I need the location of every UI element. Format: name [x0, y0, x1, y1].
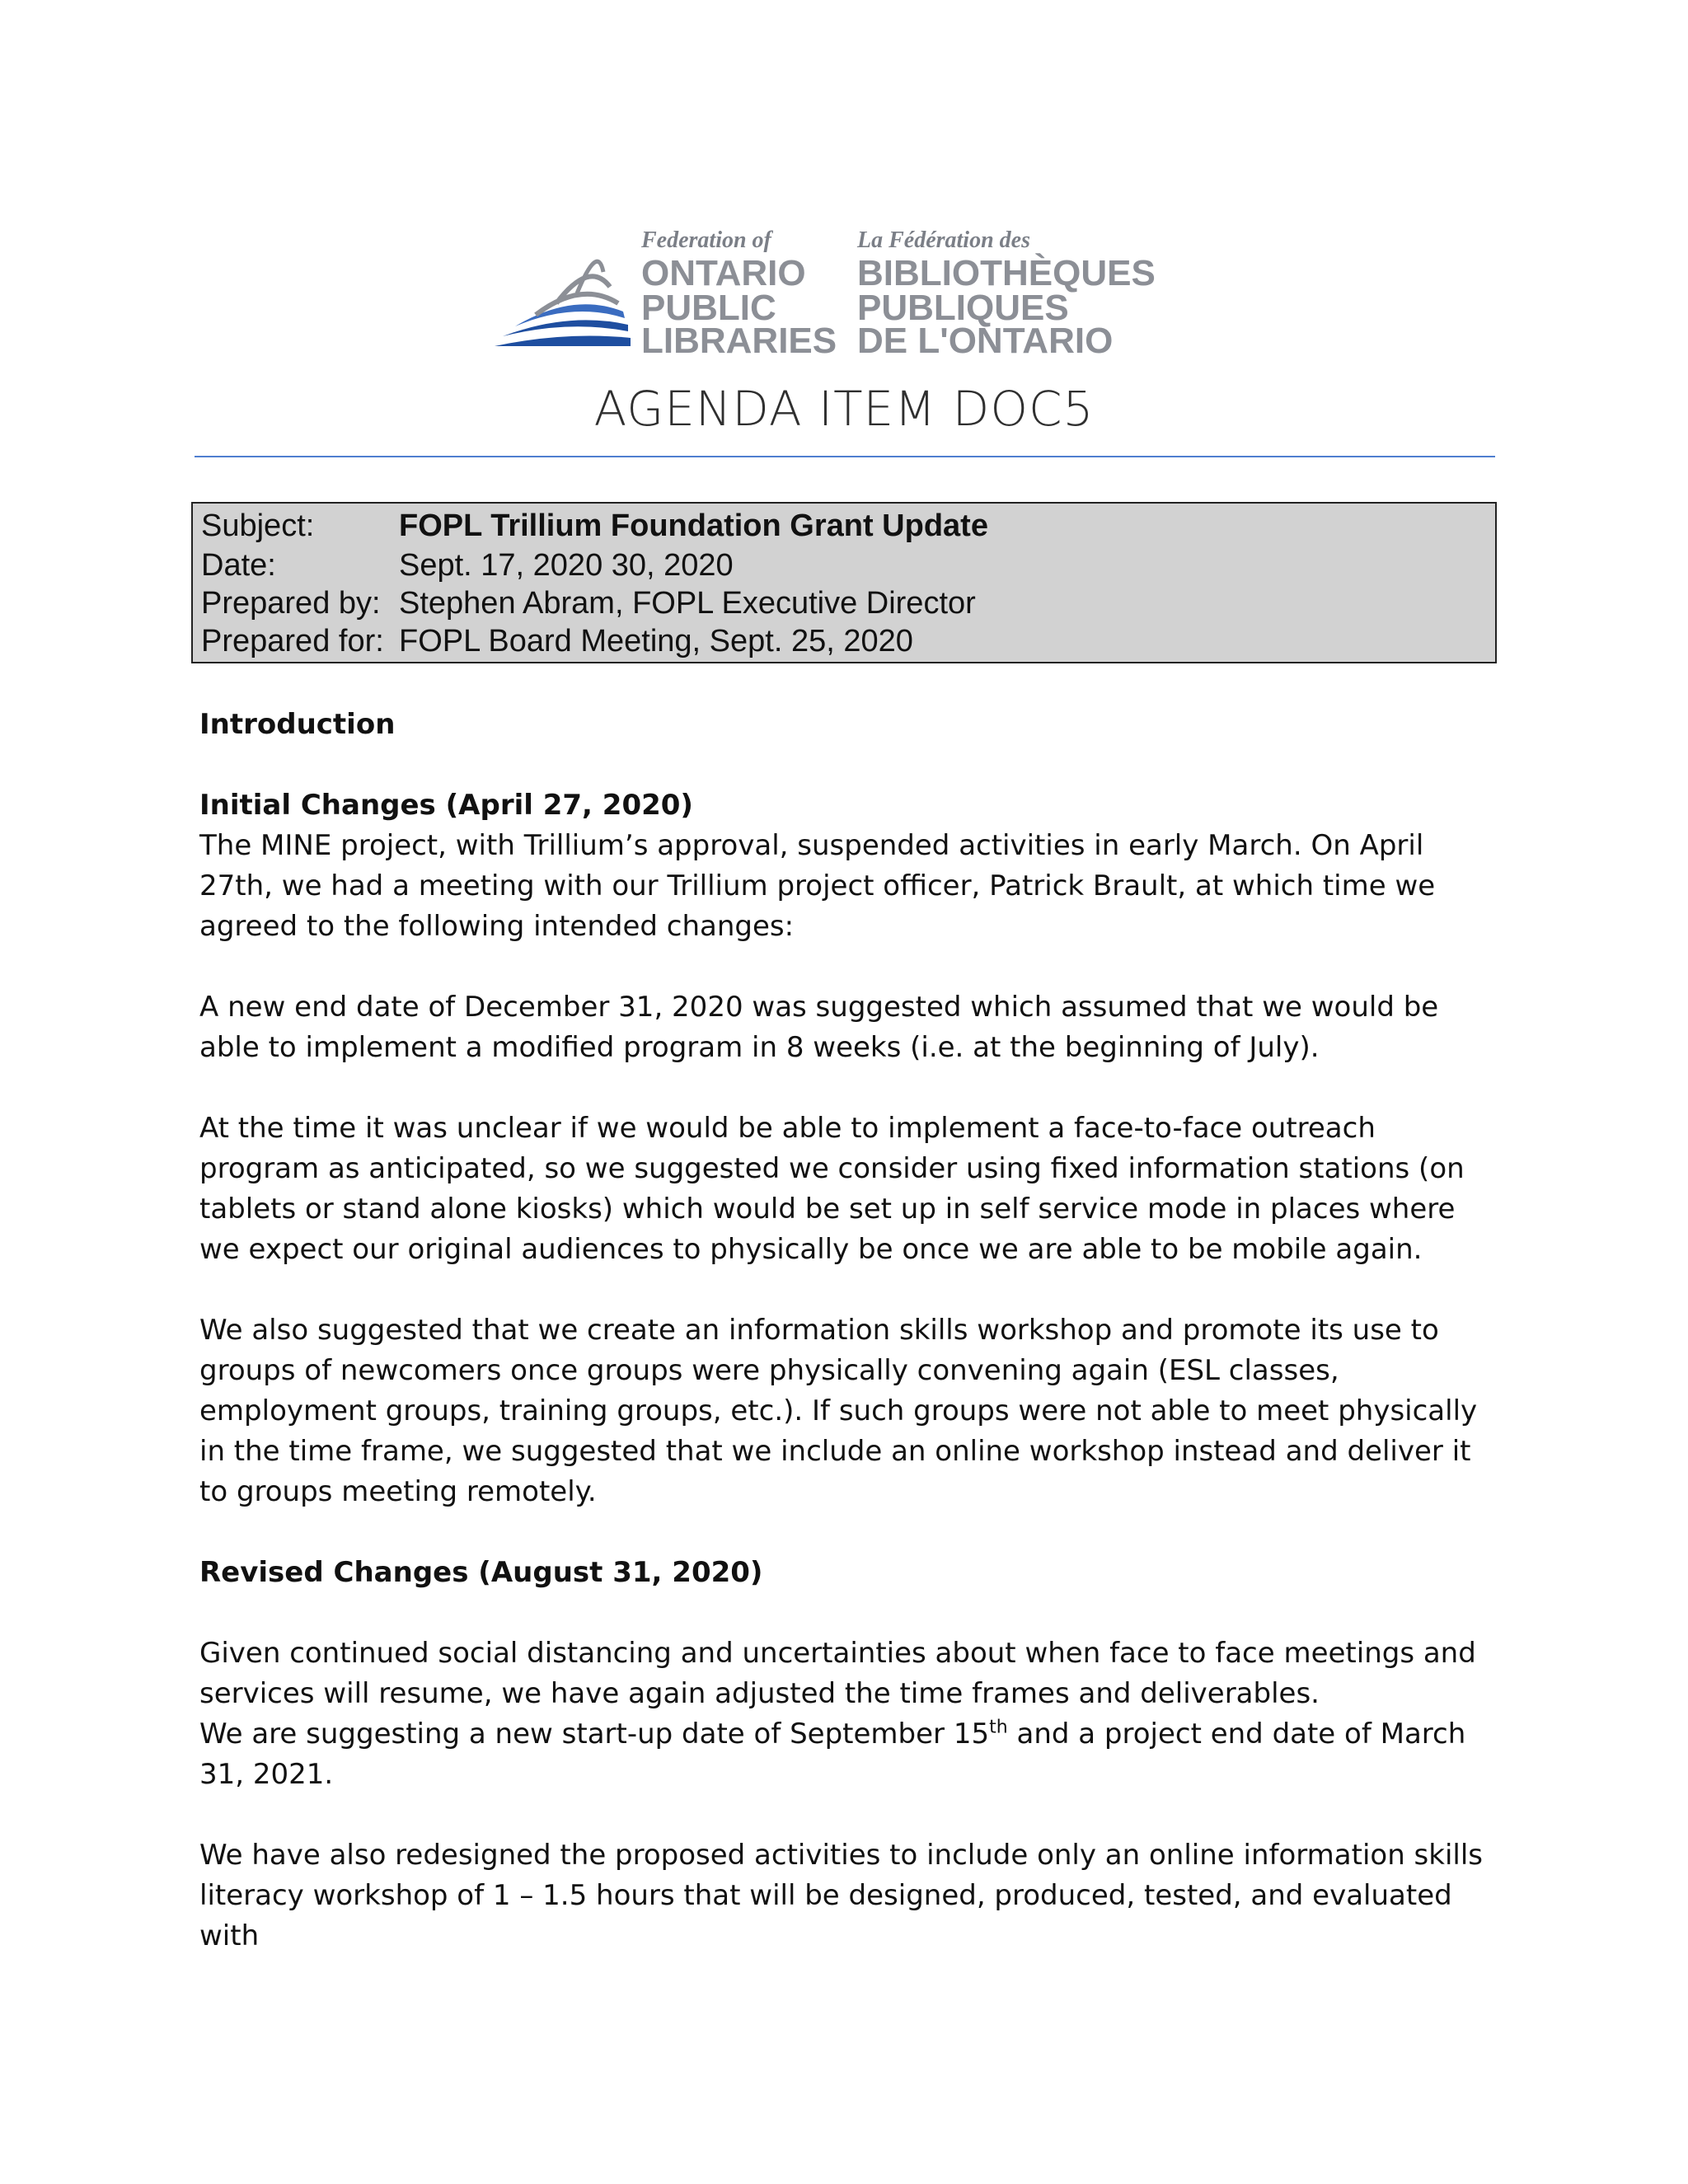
logo-fr-line-3: DE L'ONTARIO [857, 321, 1114, 361]
agenda-item-title: AGENDA ITEM DOC5 [593, 381, 1095, 437]
paragraph-3: At the time it was unclear if we would be able to implement a face-to-face outreach program as anticipated, so we suggested we consider using fixed information stations (on tablets or stand alone kiosks) which would be set up in self service mode in places where we expect our original audiences to physically be once we are able to be mobile again. [199, 1112, 1465, 1266]
prepared-by-value: Stephen Abram, FOPL Executive Director [399, 586, 976, 621]
revised-changes-heading: Revised Changes (August 31, 2020) [199, 1556, 763, 1589]
paragraph-7: We have also redesigned the proposed activities to include only an online information skills literacy workshop of 1 – 1.5 hours that will be designed, produced, tested, and evaluated with [199, 1839, 1484, 1952]
paragraph-5: Given continued social distancing and uncertainties about when face to face meetings and services will resume, we have again adjusted the time frames and deliverables. [199, 1637, 1476, 1710]
logo-fr-line-2: PUBLIQUES [857, 288, 1069, 328]
subject-label: Subject: [201, 509, 315, 543]
prepared-by-label: Prepared by: [201, 586, 381, 621]
logo-fr-line-1: BIBLIOTHÈQUES [857, 253, 1156, 293]
paragraph-6 [199, 1714, 1502, 1795]
date-label: Date: [201, 548, 276, 583]
prepared-for-value: FOPL Board Meeting, Sept. 25, 2020 [399, 624, 913, 658]
date-value: Sept. 17, 2020 30, 2020 [399, 548, 734, 583]
introduction-heading: Introduction [199, 708, 396, 741]
open-book-icon [486, 223, 635, 354]
paragraph-4: We also suggested that we create an information skills workshop and promote its use to groups of newcomers once groups were physically convening again (ESL classes, employment groups, training groups, etc.). If such groups were not able to meet physically in the time frame, we suggested that we include an online workshop instead and deliver it to groups meeting remotely. [199, 1314, 1478, 1508]
paragraph-2: A new end date of December 31, 2020 was suggested which assumed that we would be able to implement a modified program in 8 weeks (i.e. at the beginning of July). [199, 991, 1439, 1064]
fopl-logo [486, 223, 1179, 361]
paragraph-1: The MINE project, with Trillium’s approval, suspended activities in early March. On April 27th, we had a meeting with our Trillium project officer, Patrick Brault, at which time we agreed to the following intended changes: [199, 829, 1436, 943]
prepared-for-label: Prepared for: [201, 624, 384, 658]
logo-en-line-1: ONTARIO [641, 253, 806, 293]
logo-en-line-2: PUBLIC [641, 288, 776, 328]
title-divider [195, 456, 1495, 457]
logo-en-line-3: LIBRARIES [641, 321, 837, 361]
paragraph-6-end: and a project end date of March 31, 2021. [199, 1718, 1466, 1791]
ordinal-suffix: th [989, 1717, 1008, 1738]
subject-value: FOPL Trillium Foundation Grant Update [399, 509, 988, 543]
meeting-info-box [191, 502, 1497, 663]
paragraph-6-start: We are suggesting a new start-up date of September 15 [199, 1718, 990, 1750]
initial-changes-heading: Initial Changes (April 27, 2020) [199, 789, 693, 822]
logo-fr-small: La Fédération des [857, 227, 1030, 253]
document-body [199, 705, 1502, 1997]
logo-en-small: Federation of [641, 227, 771, 253]
